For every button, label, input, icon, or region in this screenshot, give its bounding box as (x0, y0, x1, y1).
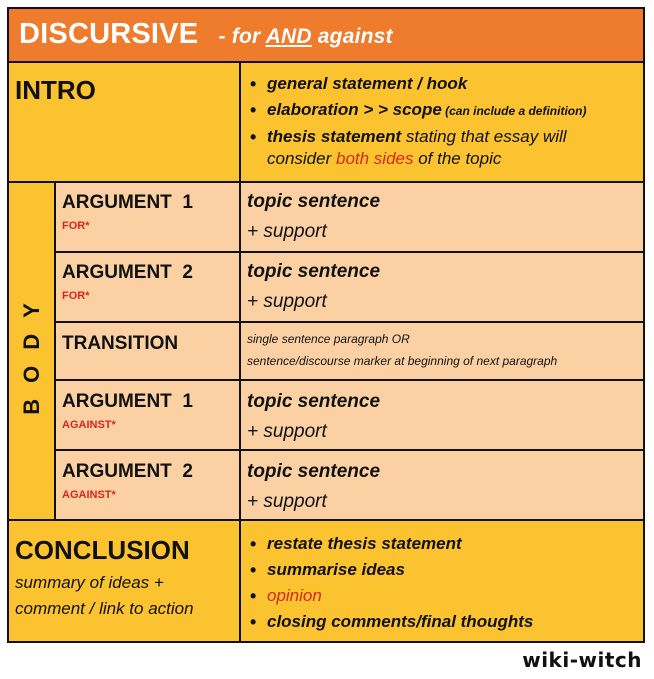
title-subtitle (219, 25, 393, 48)
intro-line4-post: of the topic (413, 149, 502, 168)
subtitle-and: AND (265, 25, 312, 48)
intro-label: INTRO (15, 75, 96, 105)
body-row-label-cell (56, 183, 239, 251)
body-side-label (17, 183, 47, 519)
conclusion-item (247, 609, 639, 635)
row-line2: + support (247, 491, 327, 512)
row-line2: sentence/discourse marker at beginning of next paragraph (247, 354, 558, 368)
body-row-label-cell (56, 253, 239, 321)
conclusion-item (247, 531, 639, 557)
conclusion-item-text: closing comments/final thoughts (267, 612, 534, 631)
intro-content-cell (241, 63, 643, 181)
page-title (19, 18, 393, 51)
body-row-label-cell (56, 451, 239, 519)
body-row-content-cell (241, 323, 643, 379)
conclusion-item (247, 557, 639, 583)
conclusion-item-text: summarise ideas (267, 560, 405, 579)
intro-item-text: thesis statement (267, 127, 402, 146)
body-side-cell (9, 183, 54, 519)
body-row-label-cell (56, 381, 239, 449)
intro-item-note: (can include a definition) (441, 104, 587, 118)
conclusion-item-text: restate thesis statement (267, 534, 462, 553)
conclusion-list (247, 531, 639, 635)
intro-line4 (267, 149, 501, 169)
intro-item-scope (247, 97, 639, 124)
row-tag: AGAINST* (62, 489, 116, 501)
intro-line4-pre: consider (267, 149, 336, 168)
conclusion-label: CONCLUSION (15, 535, 190, 565)
body-row-content-cell (241, 451, 643, 519)
conclusion-content-cell (241, 521, 643, 641)
intro-item-note: stating that essay will (401, 127, 567, 146)
watermark: wiki-witch (522, 648, 642, 672)
row-line2: + support (247, 291, 327, 312)
intro-item-text: elaboration > > scope (267, 100, 442, 119)
conclusion-label-cell (9, 521, 239, 641)
subtitle-for: for (231, 25, 261, 48)
row-line1: topic sentence (247, 461, 381, 482)
row-line1: topic sentence (247, 391, 381, 412)
row-label: ARGUMENT 1 (62, 391, 193, 412)
body-row-label-cell (56, 323, 239, 379)
row-line1: topic sentence (247, 261, 381, 282)
conclusion-desc-line2: comment / link to action (15, 599, 194, 618)
row-line1: topic sentence (247, 191, 381, 212)
row-label: ARGUMENT 2 (62, 461, 193, 482)
body-row-content-cell (241, 183, 643, 251)
intro-item-text: general statement / hook (267, 74, 468, 93)
conclusion-item (247, 583, 639, 609)
row-line2: + support (247, 421, 327, 442)
row-tag: AGAINST* (62, 419, 116, 431)
row-tag: FOR* (62, 220, 90, 232)
body-row-content-cell (241, 381, 643, 449)
body-side-text: BODY (19, 287, 44, 415)
intro-list (247, 71, 639, 150)
body-row-content-cell (241, 253, 643, 321)
row-label: ARGUMENT 2 (62, 262, 193, 283)
row-line2: + support (247, 221, 327, 242)
intro-line4-red: both sides (335, 149, 414, 168)
row-label: TRANSITION (62, 333, 179, 354)
table-header (9, 9, 643, 61)
intro-item-thesis (247, 124, 639, 150)
intro-label-cell (9, 63, 239, 181)
row-line1: single sentence paragraph OR (247, 332, 410, 346)
title-main: DISCURSIVE (19, 18, 199, 50)
intro-item-hook (247, 71, 639, 97)
row-label: ARGUMENT 1 (62, 192, 193, 213)
conclusion-item-text: opinion (267, 586, 322, 605)
row-tag: FOR* (62, 290, 90, 302)
conclusion-desc-line1: summary of ideas + (15, 573, 164, 592)
subtitle-against: against (317, 25, 393, 48)
subtitle-dash: - (218, 25, 226, 48)
